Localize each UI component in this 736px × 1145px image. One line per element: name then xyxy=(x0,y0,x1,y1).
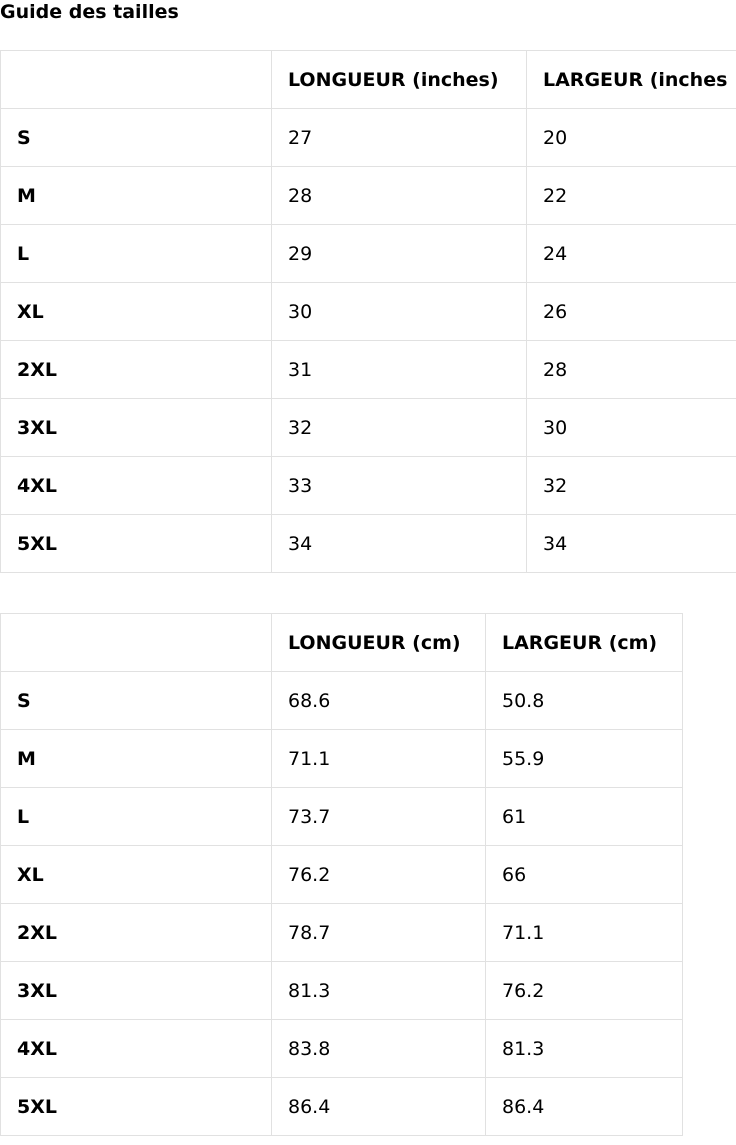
length-cell: 34 xyxy=(272,515,527,573)
table-row xyxy=(1,730,683,788)
table-row xyxy=(1,457,736,515)
header-cell-size xyxy=(1,51,272,109)
table-row xyxy=(1,672,683,730)
size-table-inches xyxy=(0,50,736,573)
size-cell: 5XL xyxy=(1,515,272,573)
table-row xyxy=(1,1078,683,1136)
table-row xyxy=(1,283,736,341)
length-cell: 68.6 xyxy=(272,672,486,730)
table-row xyxy=(1,341,736,399)
length-cell: 33 xyxy=(272,457,527,515)
size-cell: L xyxy=(1,225,272,283)
size-cell: 4XL xyxy=(1,1020,272,1078)
size-cell: XL xyxy=(1,283,272,341)
table-header-row xyxy=(1,51,736,109)
width-cell: 61 xyxy=(486,788,683,846)
width-cell: 26 xyxy=(527,283,736,341)
header-cell-length: LONGUEUR (cm) xyxy=(272,614,486,672)
length-cell: 30 xyxy=(272,283,527,341)
length-cell: 28 xyxy=(272,167,527,225)
table-row xyxy=(1,788,683,846)
table-row xyxy=(1,515,736,573)
size-cell: 4XL xyxy=(1,457,272,515)
width-cell: 34 xyxy=(527,515,736,573)
table-row xyxy=(1,962,683,1020)
width-cell: 28 xyxy=(527,341,736,399)
size-cell: M xyxy=(1,730,272,788)
size-cell: S xyxy=(1,109,272,167)
length-cell: 29 xyxy=(272,225,527,283)
table-row xyxy=(1,109,736,167)
width-cell: 55.9 xyxy=(486,730,683,788)
table-row xyxy=(1,399,736,457)
table-row xyxy=(1,1020,683,1078)
table-row xyxy=(1,225,736,283)
size-cell: L xyxy=(1,788,272,846)
length-cell: 73.7 xyxy=(272,788,486,846)
header-cell-size xyxy=(1,614,272,672)
size-cell: 2XL xyxy=(1,341,272,399)
size-cell: S xyxy=(1,672,272,730)
length-cell: 32 xyxy=(272,399,527,457)
size-cell: XL xyxy=(1,846,272,904)
length-cell: 27 xyxy=(272,109,527,167)
length-cell: 71.1 xyxy=(272,730,486,788)
width-cell: 32 xyxy=(527,457,736,515)
table-row xyxy=(1,846,683,904)
length-cell: 76.2 xyxy=(272,846,486,904)
length-cell: 81.3 xyxy=(272,962,486,1020)
length-cell: 78.7 xyxy=(272,904,486,962)
width-cell: 86.4 xyxy=(486,1078,683,1136)
width-cell: 22 xyxy=(527,167,736,225)
size-cell: M xyxy=(1,167,272,225)
size-cell: 5XL xyxy=(1,1078,272,1136)
width-cell: 50.8 xyxy=(486,672,683,730)
width-cell: 81.3 xyxy=(486,1020,683,1078)
table-row xyxy=(1,904,683,962)
length-cell: 31 xyxy=(272,341,527,399)
width-cell: 24 xyxy=(527,225,736,283)
size-table-cm xyxy=(0,613,683,1136)
size-cell: 3XL xyxy=(1,962,272,1020)
width-cell: 20 xyxy=(527,109,736,167)
header-cell-length: LONGUEUR (inches) xyxy=(272,51,527,109)
header-cell-width: LARGEUR (inches xyxy=(527,51,736,109)
width-cell: 66 xyxy=(486,846,683,904)
width-cell: 76.2 xyxy=(486,962,683,1020)
table-row xyxy=(1,167,736,225)
width-cell: 71.1 xyxy=(486,904,683,962)
length-cell: 86.4 xyxy=(272,1078,486,1136)
width-cell: 30 xyxy=(527,399,736,457)
size-cell: 3XL xyxy=(1,399,272,457)
header-cell-width: LARGEUR (cm) xyxy=(486,614,683,672)
length-cell: 83.8 xyxy=(272,1020,486,1078)
size-cell: 2XL xyxy=(1,904,272,962)
table-header-row xyxy=(1,614,683,672)
page-title: Guide des tailles xyxy=(0,1,179,23)
